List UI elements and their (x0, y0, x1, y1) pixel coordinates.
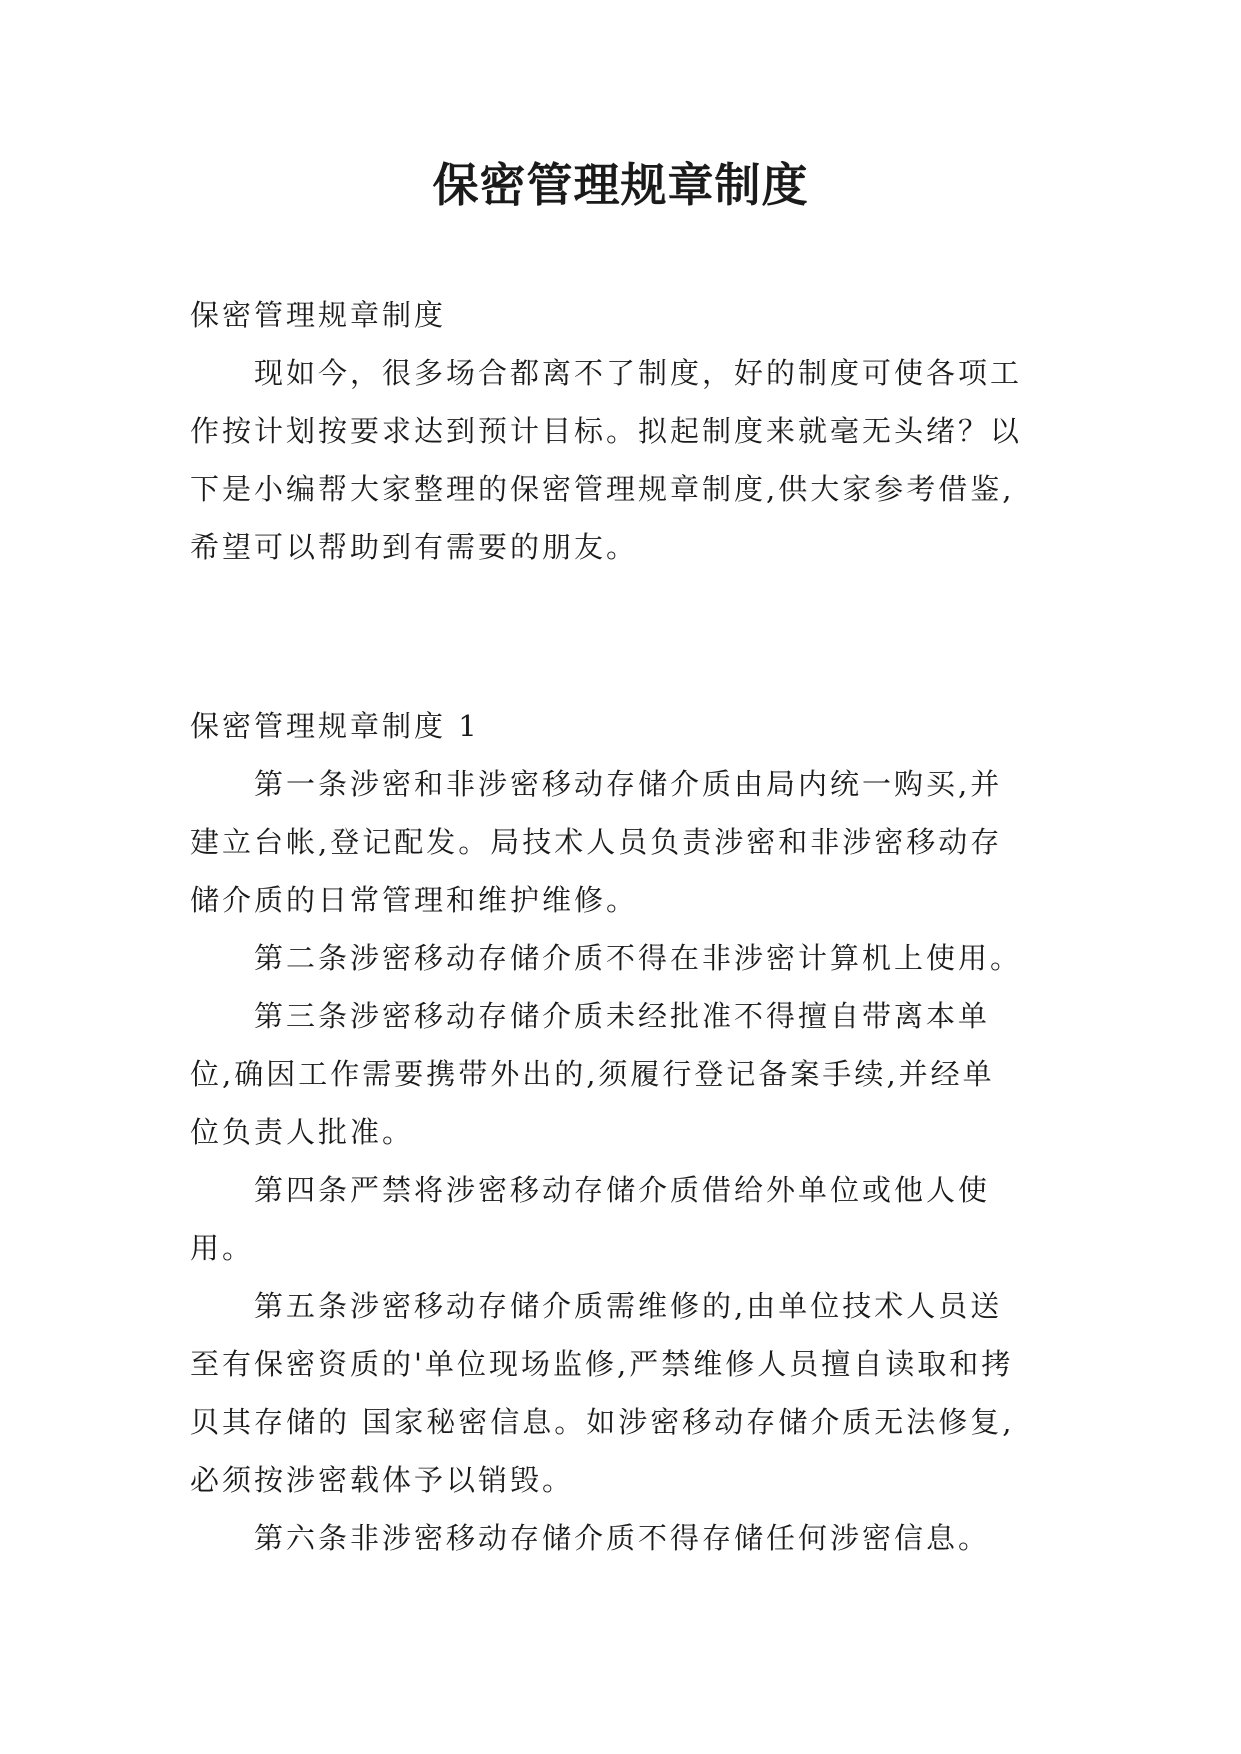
intro-line: 现如今，很多场合都离不了制度，好的制度可使各项工 (190, 356, 1023, 390)
article-line: 第五条涉密移动存储介质需维修的,由单位技术人员送 (190, 1289, 1003, 1323)
article-line: 位,确因工作需要携带外出的,须履行登记备案手续,并经单 (190, 1057, 995, 1091)
article-line: 第六条非涉密移动存储介质不得存储任何涉密信息。 (190, 1521, 991, 1555)
section-1-subtitle: 保密管理规章制度 1 (190, 709, 480, 743)
intro-line: 下是小编帮大家整理的保密管理规章制度,供大家参考借鉴, (190, 472, 1015, 506)
article-line: 必须按涉密载体予以销毁。 (190, 1463, 575, 1497)
article-line: 建立台帐,登记配发。局技术人员负责涉密和非涉密移动存 (190, 825, 1003, 859)
article-line: 用。 (190, 1231, 255, 1265)
article-line: 第二条涉密移动存储介质不得在非涉密计算机上使用。 (190, 941, 1023, 975)
intro-subtitle: 保密管理规章制度 (190, 298, 447, 332)
document-title: 保密管理规章制度 (432, 158, 809, 212)
intro-line: 作按计划按要求达到预计目标。拟起制度来就毫无头绪？以 (190, 414, 1023, 448)
article-line: 储介质的日常管理和维护维修。 (190, 883, 639, 917)
article-line: 第四条严禁将涉密移动存储介质借给外单位或他人使 (190, 1173, 991, 1207)
article-line: 第一条涉密和非涉密移动存储介质由局内统一购买,并 (190, 767, 1003, 801)
article-line: 位负责人批准。 (190, 1115, 415, 1149)
article-line: 至有保密资质的'单位现场监修,严禁维修人员擅自读取和拷 (190, 1347, 1014, 1381)
section-1 (190, 697, 1060, 1567)
article-line: 贝其存储的 国家秘密信息。如涉密移动存储介质无法修复, (190, 1405, 1015, 1439)
article-line: 第三条涉密移动存储介质未经批准不得擅自带离本单 (190, 999, 991, 1033)
intro-section (190, 286, 1060, 576)
intro-line: 希望可以帮助到有需要的朋友。 (190, 530, 639, 564)
